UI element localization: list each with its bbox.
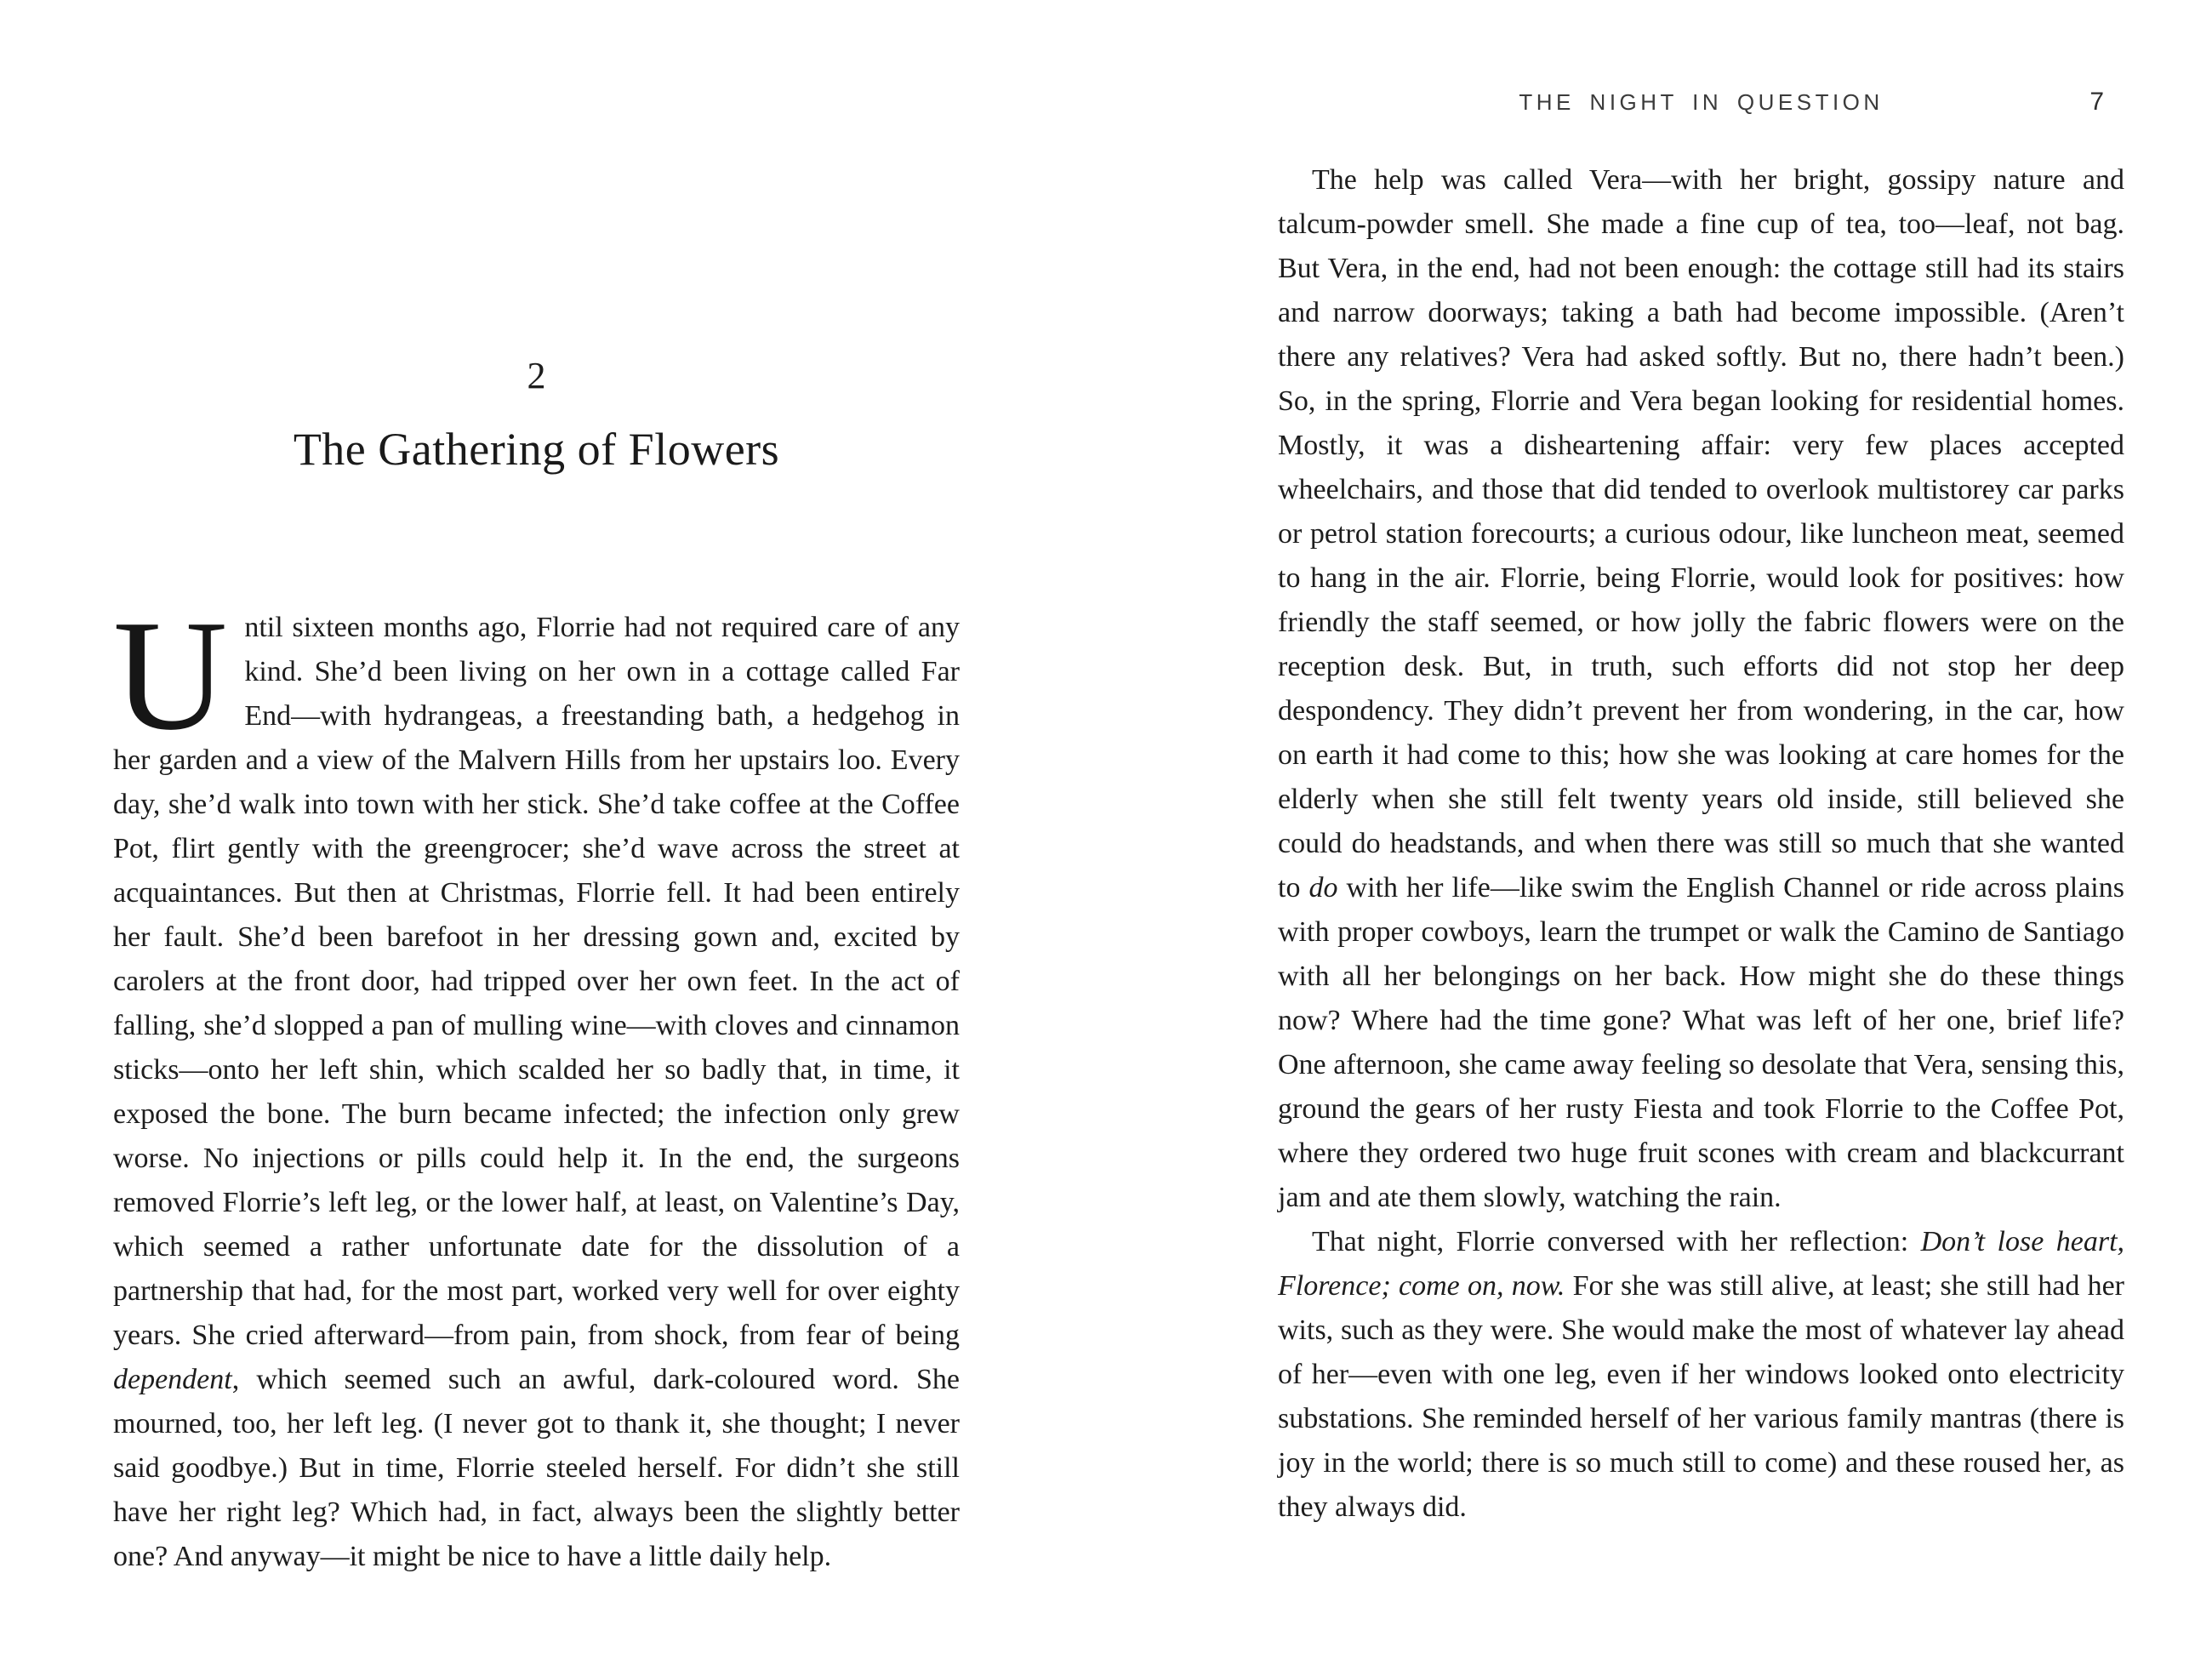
text-segment: with her life—like swim the English Channel or ride across plains with proper cowboys, learn the trumpet or walk the Camino de Santiago with all her belongings on her back. How might she do these things now? Where had the time gone? What was left of her one, brief life? One afternoon, she came away feeling so desolate that Vera, sensing this, ground the gears of her rusty Fiesta and took Florrie to the Coffee Pot, where they ordered two huge fruit scones with cream and blackcurrant jam and ate them slowly, watching the rain. <box>1278 872 2124 1213</box>
text-segment: That night, Florrie conversed with her reflection: <box>1312 1226 1921 1257</box>
running-head-title: THE NIGHT IN QUESTION <box>1519 89 1884 115</box>
text-segment: ntil sixteen months ago, Florrie had not required care of any kind. She’d been living on her own in a cottage called Far End—with hydrangeas, a freestanding bath, a hedgehog in her garden and a view of the Malvern Hills from her upstairs loo. Every day, she’d walk into town with her stick. She’d take coffee at the Coffee Pot, flirt gently with the greengrocer; she’d wave across the street at acquaintances. But then at Christmas, Florrie fell. It had been entirely her fault. She’d been barefoot in her dressing gown and, excited by carolers at the front door, had tripped over her own feet. In the act of falling, she’d slopped a pan of mulling wine—with cloves and cinnamon sticks—onto her left shin, which scalded her so badly that, in time, it exposed the bone. The burn became infected; the infection only grew worse. No injections or pills could help it. In the end, the surgeons removed Florrie’s left leg, or the lower half, at least, on Valentine’s Day, which seemed a rather unfortunate date for the dissolution of a partnership that had, for the most part, worked very well for over eighty years. She cried afterward—from pain, from shock, from fear of being <box>113 612 960 1351</box>
italic-text-segment: Don’t lose heart, Florence; come on, now. <box>1278 1226 2125 1302</box>
italic-text-segment: dependent <box>113 1364 232 1395</box>
italic-text-segment: do <box>1308 872 1338 904</box>
drop-cap: U <box>113 588 228 763</box>
right-page-body <box>1278 158 2124 1530</box>
text-segment: The help was called Vera—with her bright, gossipy nature and talcum-powder smell. She made a fine cup of tea, too—leaf, not bag. But Vera, in the end, had not been enough: the cottage still had its stairs and narrow doorways; taking a bath had become impossible. (Aren’t there any relatives? Vera had asked softly. But no, there hadn’t been.) So, in the spring, Florrie and Vera began looking for residential homes. Mostly, it was a disheartening affair: very few places accepted wheelchairs, and those that did tended to overlook multistorey car parks or petrol station forecourts; a curious odour, like luncheon meat, seemed to hang in the air. Florrie, being Florrie, would look for positives: how friendly the staff seemed, or how jolly the fabric flowers were on the reception desk. But, in truth, such efforts did not stop her deep despondency. They didn’t prevent her from wondering, in the car, how on earth it had come to this; how she was looking at care homes for the elderly when she still felt twenty years old inside, still believed she could do headstands, and when there was still so much that she wanted to <box>1278 164 2124 904</box>
text-segment: For she was still alive, at least; she still had her wits, such as they were. She would make the most of whatever lay ahead of her—even with one leg, even if her windows looked onto electricity substations. She reminded herself of her various family mantras (there is joy in the world; there is so much still to come) and these roused her, as they always did. <box>1278 1270 2125 1523</box>
paragraph <box>1278 1220 2124 1530</box>
chapter-number: 2 <box>527 355 546 396</box>
chapter-title: The Gathering of Flowers <box>293 424 780 475</box>
text-segment: , which seemed such an awful, dark-coloured word. She mourned, too, her left leg. (I never got to thank it, she thought; I never said goodbye.) But in time, Florrie steeled herself. For didn’t she still have her right leg? Which had, in fact, always been the slightly better one? And anyway—it might be nice to have a little daily help. <box>113 1364 960 1572</box>
running-header <box>1278 88 2124 117</box>
paragraph <box>1278 158 2124 1220</box>
page-number: 7 <box>2089 88 2104 116</box>
